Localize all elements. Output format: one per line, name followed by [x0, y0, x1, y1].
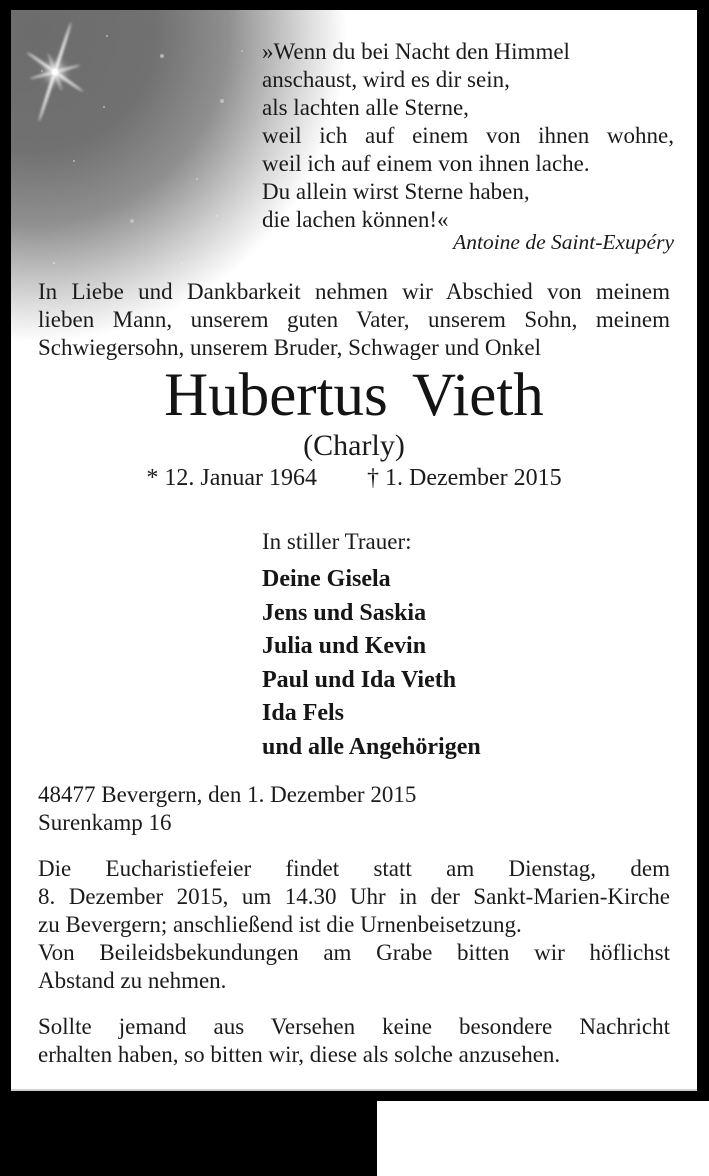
death-date: † 1. Dezember 2015 — [367, 465, 562, 491]
address-block — [38, 781, 670, 837]
deceased-nickname: (Charly) — [303, 429, 405, 462]
mourner-name: Ida Fels — [262, 700, 345, 726]
mourning-heading: In stiller Trauer: — [262, 529, 412, 554]
bottom-right-cutout — [377, 1101, 709, 1176]
mourner-name: Julia und Kevin — [262, 633, 427, 659]
mourner-name: Paul und Ida Vieth — [262, 666, 457, 693]
memorial-quote — [262, 38, 674, 234]
quote-attribution: Antoine de Saint-Exupéry — [453, 230, 674, 254]
quote-line: weil ich auf einem von ihnen wohne, — [262, 123, 674, 148]
intro-text — [38, 278, 670, 362]
address-line: Surenkamp 16 — [38, 810, 172, 835]
quote-line: Du allein wirst Sterne haben, — [262, 179, 530, 204]
mourner-name: Jens und Saskia — [262, 599, 427, 626]
deceased-name: Hubertus Vieth — [164, 362, 544, 429]
intro-line: lieben Mann, unserem guten Vater, unserem Sohn, meinem — [38, 307, 670, 332]
intro-line: Schwiegersohn, unserem Bruder, Schwager und Onkel — [38, 335, 542, 360]
mourners-list — [262, 563, 674, 764]
mourner-name: und alle Angehörigen — [262, 733, 481, 760]
notice-line: erhalten haben, so bitten wir, diese als solche anzusehen. — [38, 1042, 561, 1067]
quote-line: anschaust, wird es dir sein, — [262, 67, 510, 92]
service-info — [38, 855, 670, 995]
quote-line: als lachten alle Sterne, — [262, 95, 469, 120]
quote-line: die lachen können!« — [262, 207, 449, 232]
quote-line: »Wenn du bei Nacht den Himmel — [262, 39, 570, 64]
notice-text — [38, 1013, 670, 1069]
notice-line: Sollte jemand aus Versehen keine besondere Nachricht — [38, 1014, 670, 1039]
star-dots — [11, 10, 13, 12]
birth-date: * 12. Januar 1964 — [146, 465, 318, 491]
intro-line: In Liebe und Dankbarkeit nehmen wir Abschied von meinem — [38, 279, 670, 304]
service-line: 8. Dezember 2015, um 14.30 Uhr in der Sankt-Marien-Kirche — [38, 884, 670, 909]
address-line: 48477 Bevergern, den 1. Dezember 2015 — [38, 782, 417, 807]
life-dates — [38, 463, 670, 493]
quote-line: weil ich auf einem von ihnen lache. — [262, 151, 590, 176]
obituary-card — [11, 10, 697, 1091]
service-line: Abstand zu nehmen. — [38, 968, 227, 993]
service-line: zu Bevergern; anschließend ist die Urnenbeisetzung. — [38, 912, 522, 937]
service-line: Von Beileidsbekundungen am Grabe bitten wir höflichst — [38, 940, 670, 965]
star-icon — [11, 10, 125, 142]
mourner-name: Deine Gisela — [262, 566, 391, 592]
service-line: Die Eucharistiefeier findet statt am Dienstag, dem — [38, 856, 670, 881]
